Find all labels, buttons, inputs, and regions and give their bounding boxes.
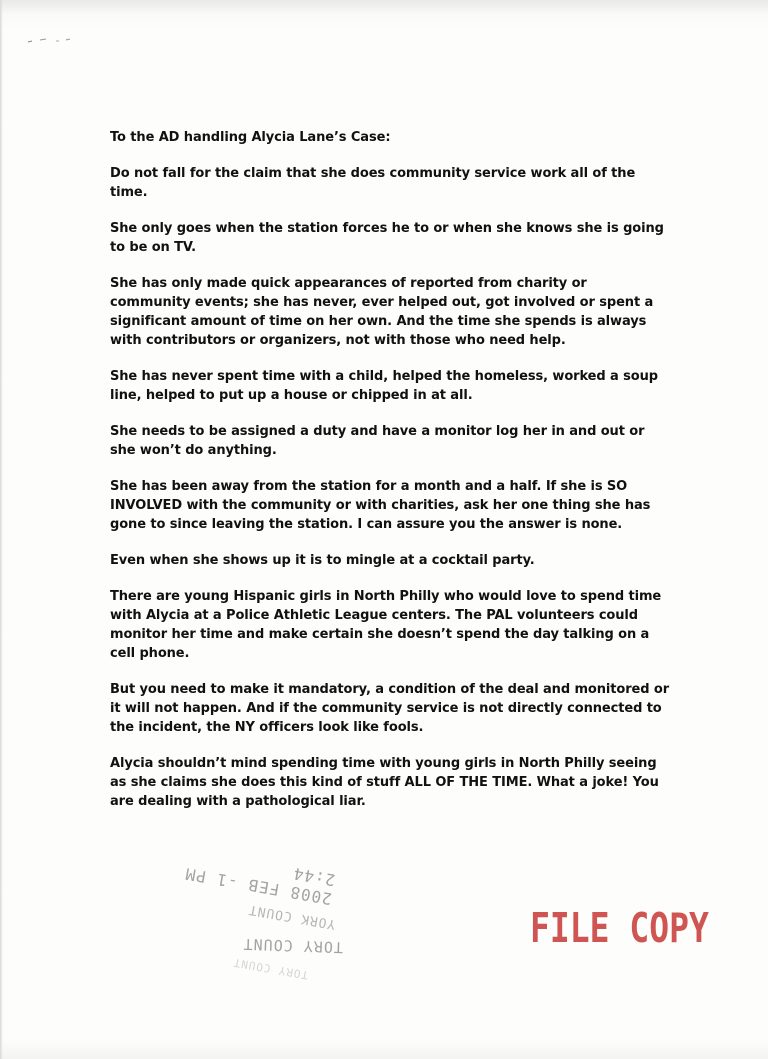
scan-top-edge	[0, 0, 768, 14]
letter-paragraph: Even when she shows up it is to mingle at a cocktail party.	[110, 553, 535, 568]
letter-body	[110, 128, 670, 828]
file-copy-stamp: FILE COPY	[530, 903, 709, 952]
letter-paragraph: She has been away from the station for a month and a half. If she is SO INVOLVED with the community or with charities, ask her one thing she has gone to since leaving the station. I can assure you the answer is none.	[110, 479, 651, 532]
stamp-county-line-faint: TORY COUNT	[231, 955, 310, 982]
letter-paragraph: She only goes when the station forces he to or when she knows she is going to be on TV.	[110, 221, 664, 255]
scan-left-edge	[0, 0, 3, 1059]
letter-paragraph: Do not fall for the claim that she does community service work all of the time.	[110, 166, 636, 200]
letter-paragraph: She has only made quick appearances of reported from charity or community events; she has never, ever helped out, got involved or spent a significant amount of time on her own. And the time she spends is always with contributors or organizers, not with those who need help.	[110, 276, 654, 348]
stamp-county-line: YORK COUNT	[247, 901, 337, 932]
letter-paragraph: She has never spent time with a child, helped the homeless, worked a soup line, helped to put up a house or chipped in at all.	[110, 369, 658, 403]
letter-paragraph: She needs to be assigned a duty and have a monitor log her in and out or she won’t do anything.	[110, 424, 645, 458]
letter-paragraph: Alycia shouldn’t mind spending time with young girls in North Philly seeing as she claims she does this kind of stuff ALL OF THE TIME. What a joke! You are dealing with a pathological liar.	[110, 756, 659, 809]
scan-speck-marks	[26, 36, 76, 46]
letter-salutation: To the AD handling Alycia Lane’s Case:	[110, 130, 391, 145]
letter-paragraph: But you need to make it mandatory, a condition of the deal and monitored or it will not happen. And if the community service is not directly connected to the incident, the NY officers look like fools.	[110, 682, 670, 735]
stamp-date-line: 2008 FEB -1 PM 2:44	[183, 863, 337, 909]
letter-paragraph: There are young Hispanic girls in North Philly who would love to spend time with Alycia at a Police Athletic League centers. The PAL volunteers could monitor her time and make certain she doesn’t spend the day talking on a cell phone.	[110, 589, 662, 661]
stamp-county-line-ghost: TORY COUNT	[242, 934, 344, 957]
received-date-stamp	[170, 823, 370, 982]
